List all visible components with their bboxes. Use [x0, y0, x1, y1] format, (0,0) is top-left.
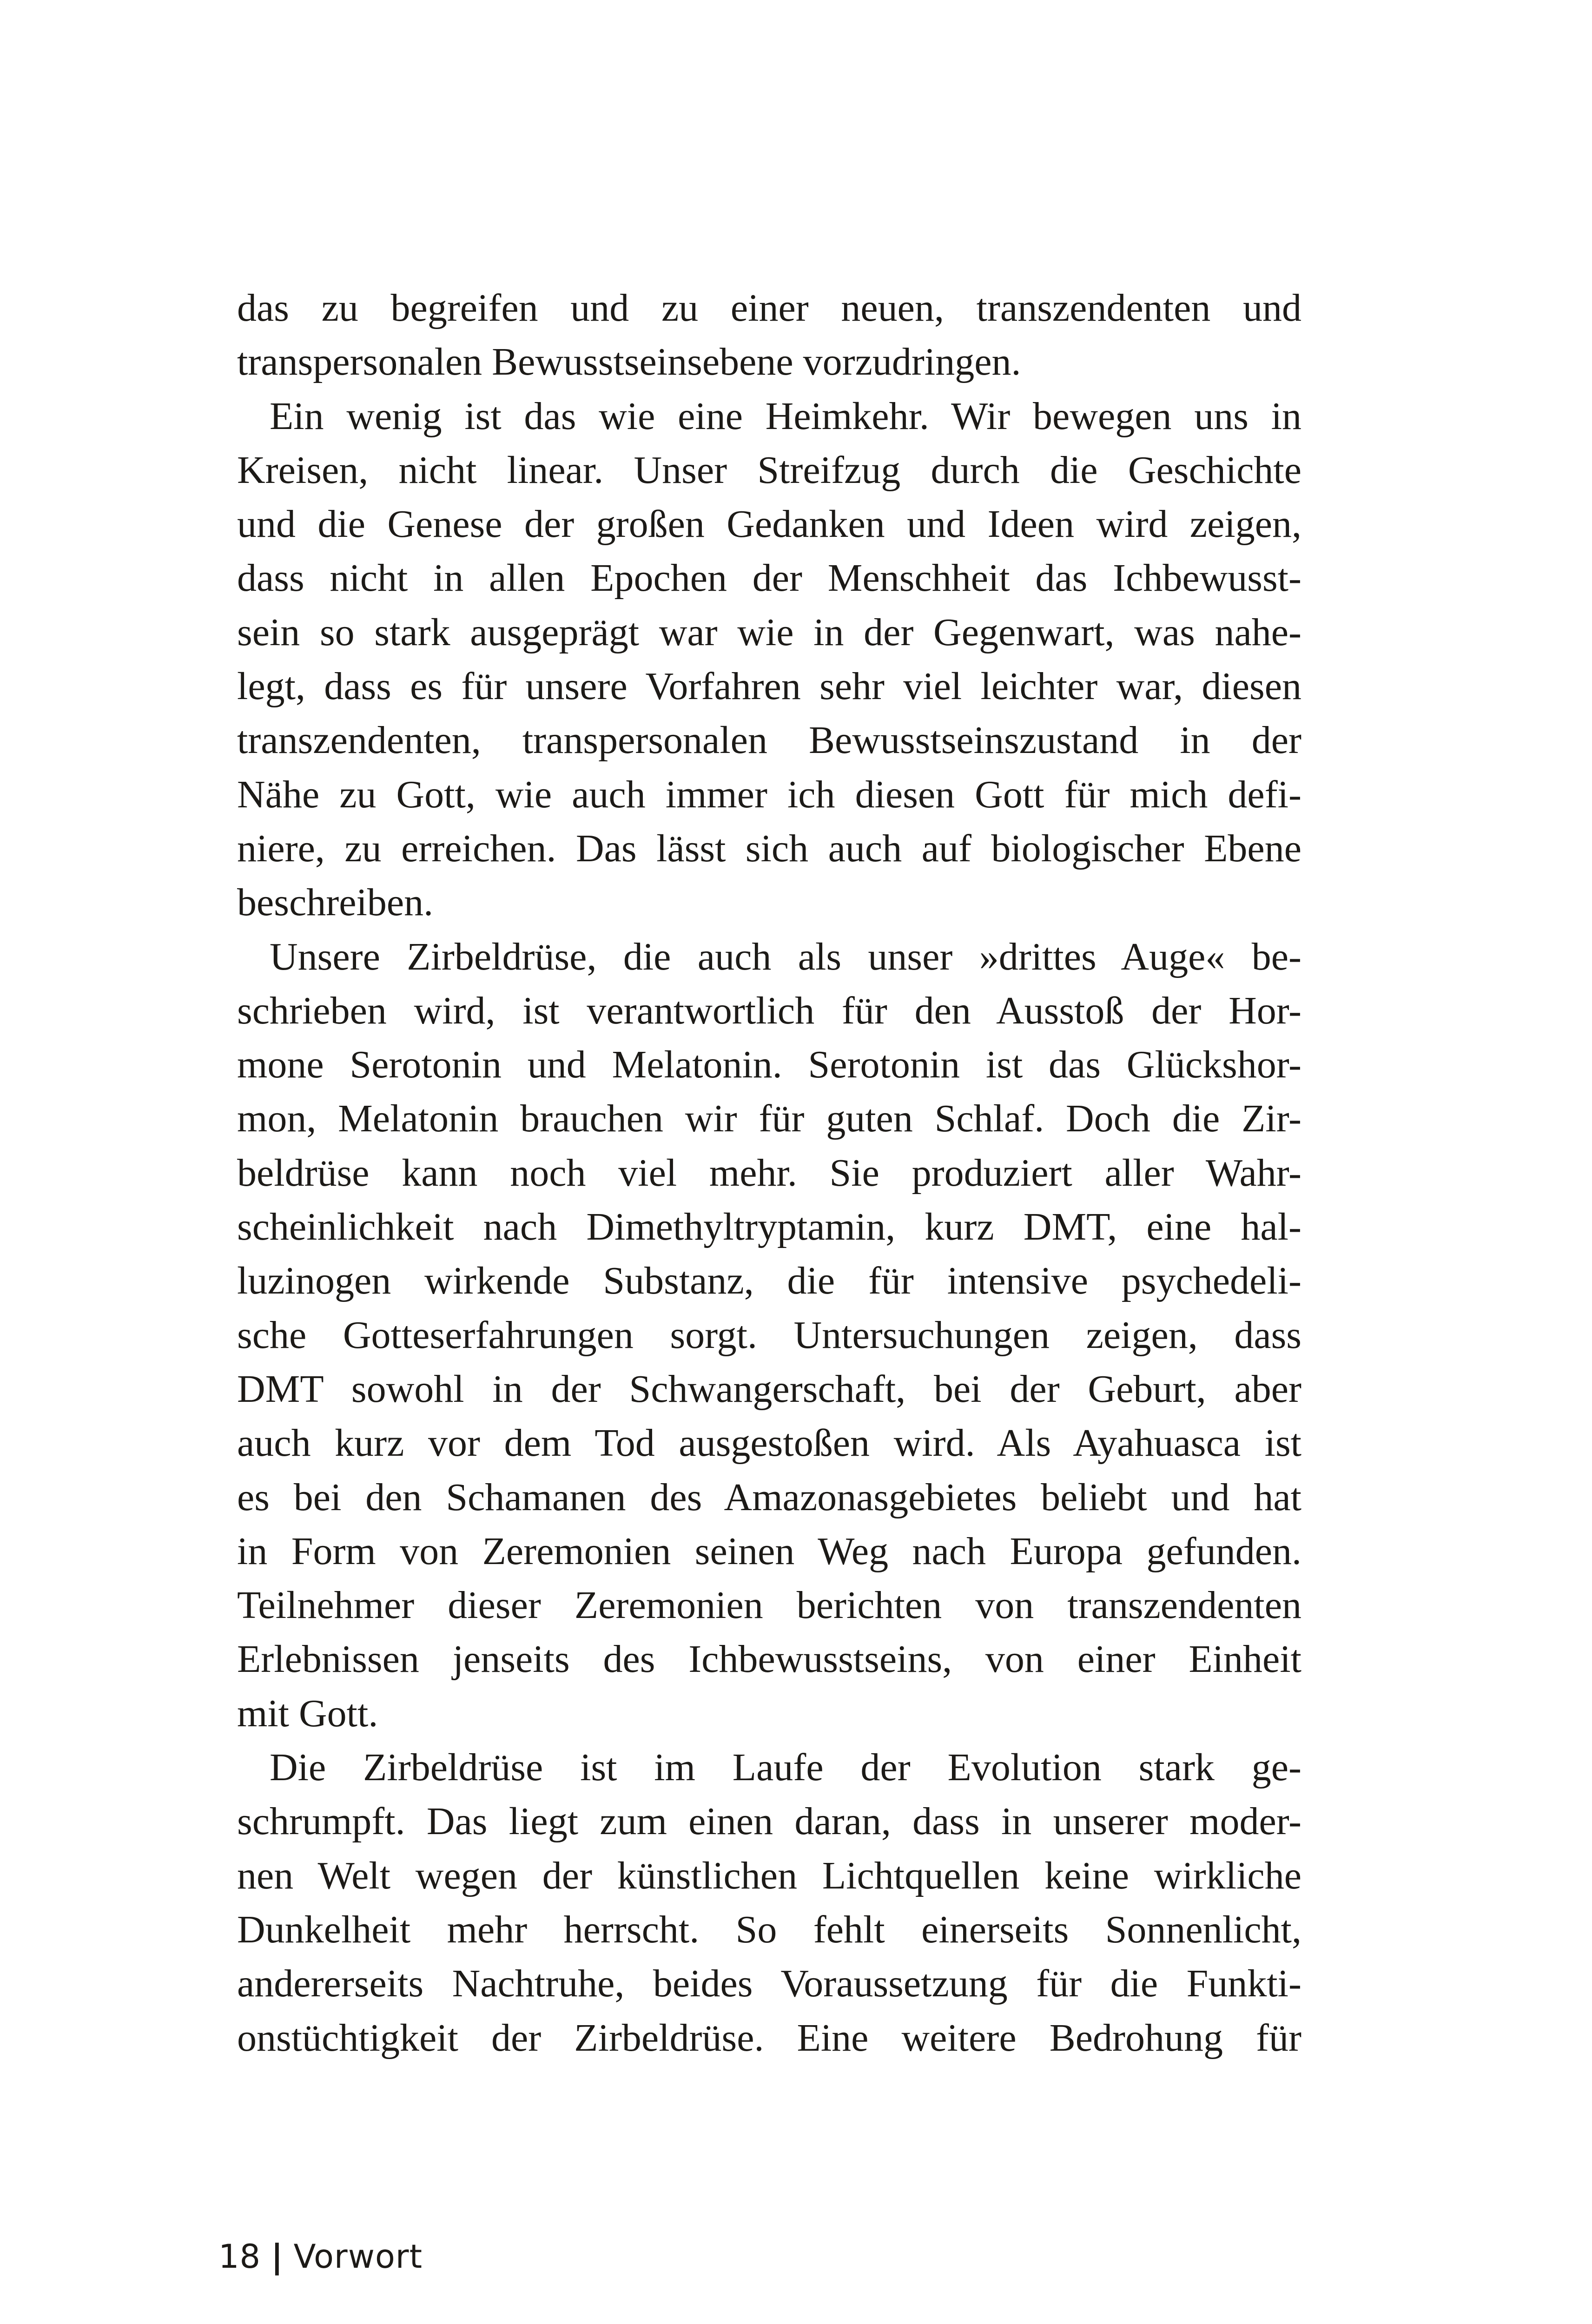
text-line: mit Gott. [237, 1691, 378, 1735]
text-line: schrieben wird, ist verantwortlich für den Ausstoß der Hor- [237, 989, 1301, 1032]
body-text [237, 281, 1301, 2065]
text-line: mon, Melatonin brauchen wir für guten Schlaf. Doch die Zir- [237, 1097, 1301, 1141]
text-line: legt, dass es für unsere Vorfahren sehr viel leichter war, diesen [237, 665, 1301, 708]
text-line: andererseits Nachtruhe, beides Voraussetzung für die Funkti- [237, 1962, 1301, 2006]
text-line: Kreisen, nicht linear. Unser Streifzug durch die Geschichte [237, 448, 1301, 492]
text-line: DMT sowohl in der Schwangerschaft, bei der Geburt, aber [237, 1367, 1301, 1411]
text-line: sche Gotteserfahrungen sorgt. Untersuchungen zeigen, dass [237, 1313, 1301, 1357]
text-line: in Form von Zeremonien seinen Weg nach Europa gefunden. [237, 1529, 1301, 1573]
text-line: sein so stark ausgeprägt war wie in der Gegenwart, was nahe- [237, 610, 1301, 654]
text-line: luzinogen wirkende Substanz, die für intensive psychedeli- [237, 1259, 1301, 1303]
text-line: es bei den Schamanen des Amazonasgebietes beliebt und hat [237, 1475, 1301, 1519]
text-line: onstüchtigkeit der Zirbeldrüse. Eine weitere Bedrohung für [237, 2016, 1301, 2060]
footer-separator: | [271, 2238, 284, 2276]
text-line: beldrüse kann noch viel mehr. Sie produziert aller Wahr- [237, 1151, 1301, 1195]
text-line: transzendenten, transpersonalen Bewusstseinszustand in der [237, 719, 1301, 762]
text-line: das zu begreifen und zu einer neuen, transzendenten und [237, 286, 1301, 330]
text-line: Unsere Zirbeldrüse, die auch als unser »drittes Auge« be- [270, 935, 1301, 978]
text-line: Teilnehmer dieser Zeremonien berichten von transzendenten [237, 1584, 1301, 1627]
text-line: transpersonalen Bewusstseinsebene vorzudringen. [237, 340, 1021, 384]
text-line: dass nicht in allen Epochen der Menschheit das Ichbewusst- [237, 556, 1301, 600]
page-footer [218, 2236, 423, 2278]
text-line: Dunkelheit mehr herrscht. So fehlt einerseits Sonnenlicht, [237, 1908, 1301, 1951]
text-line: beschreiben. [237, 881, 434, 924]
text-line: niere, zu erreichen. Das lässt sich auch auf biologischer Ebene [237, 826, 1301, 870]
text-line: Ein wenig ist das wie eine Heimkehr. Wir bewegen uns in [270, 394, 1301, 438]
text-line: Die Zirbeldrüse ist im Laufe der Evolution stark ge- [270, 1746, 1301, 1789]
text-line: auch kurz vor dem Tod ausgestoßen wird. Als Ayahuasca ist [237, 1421, 1301, 1465]
page-number: 18 [218, 2238, 261, 2276]
text-line: scheinlichkeit nach Dimethyltryptamin, kurz DMT, eine hal- [237, 1205, 1301, 1249]
section-title: Vorwort [293, 2238, 423, 2276]
text-line: und die Genese der großen Gedanken und Ideen wird zeigen, [237, 502, 1301, 546]
text-line: schrumpft. Das liegt zum einen daran, dass in unserer moder- [237, 1800, 1301, 1843]
text-line: Nähe zu Gott, wie auch immer ich diesen Gott für mich defi- [237, 772, 1301, 816]
text-line: Erlebnissen jenseits des Ichbewusstseins, von einer Einheit [237, 1637, 1301, 1681]
text-line: mone Serotonin und Melatonin. Serotonin ist das Glückshor- [237, 1043, 1301, 1087]
text-line: nen Welt wegen der künstlichen Lichtquellen keine wirkliche [237, 1854, 1301, 1897]
